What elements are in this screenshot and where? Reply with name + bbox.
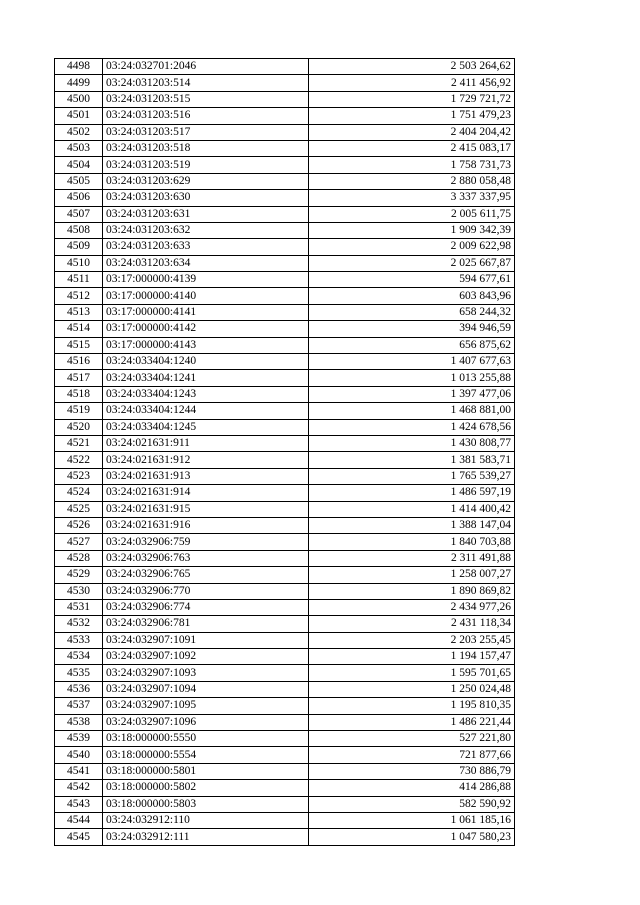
cadastral-value-cell: 2 009 622,98 [309, 239, 515, 255]
cadastral-value-cell: 658 244,32 [309, 304, 515, 320]
cadastral-number-cell: 03:17:000000:4141 [103, 304, 309, 320]
cadastral-value-cell: 1 486 221,44 [309, 714, 515, 730]
cadastral-number-cell: 03:24:031203:517 [103, 124, 309, 140]
table-row [55, 501, 515, 517]
cadastral-number-cell: 03:24:021631:914 [103, 485, 309, 501]
cadastral-number-cell: 03:24:032701:2046 [103, 59, 309, 75]
cadastral-value-cell: 1 013 255,88 [309, 370, 515, 386]
table-row [55, 419, 515, 435]
table-row [55, 632, 515, 648]
table-row [55, 435, 515, 451]
table-row [55, 599, 515, 615]
cadastral-value-cell: 2 411 456,92 [309, 75, 515, 91]
cadastral-number-cell: 03:24:032912:110 [103, 812, 309, 828]
row-number-cell: 4545 [55, 829, 103, 845]
cadastral-value-cell: 2 434 977,26 [309, 599, 515, 615]
table-body [55, 59, 515, 846]
table-row [55, 190, 515, 206]
row-number-cell: 4510 [55, 255, 103, 271]
cadastral-value-cell: 1 061 185,16 [309, 812, 515, 828]
cadastral-number-cell: 03:24:021631:912 [103, 452, 309, 468]
cadastral-number-cell: 03:24:032907:1092 [103, 649, 309, 665]
cadastral-number-cell: 03:18:000000:5803 [103, 796, 309, 812]
cadastral-number-cell: 03:24:032906:770 [103, 583, 309, 599]
cadastral-value-cell: 594 677,61 [309, 272, 515, 288]
table-row [55, 272, 515, 288]
cadastral-value-cell: 2 431 118,34 [309, 616, 515, 632]
row-number-cell: 4515 [55, 337, 103, 353]
cadastral-number-cell: 03:17:000000:4143 [103, 337, 309, 353]
table-row [55, 763, 515, 779]
row-number-cell: 4544 [55, 812, 103, 828]
row-number-cell: 4532 [55, 616, 103, 632]
cadastral-value-cell: 1 258 007,27 [309, 567, 515, 583]
cadastral-number-cell: 03:17:000000:4140 [103, 288, 309, 304]
cadastral-number-cell: 03:24:032906:765 [103, 567, 309, 583]
cadastral-value-cell: 1 468 881,00 [309, 403, 515, 419]
row-number-cell: 4505 [55, 173, 103, 189]
table-row [55, 288, 515, 304]
cadastral-number-cell: 03:24:021631:916 [103, 517, 309, 533]
row-number-cell: 4539 [55, 731, 103, 747]
cadastral-number-cell: 03:24:021631:911 [103, 435, 309, 451]
row-number-cell: 4507 [55, 206, 103, 222]
cadastral-number-cell: 03:18:000000:5554 [103, 747, 309, 763]
cadastral-value-table [54, 58, 515, 846]
cadastral-number-cell: 03:24:033404:1240 [103, 354, 309, 370]
row-number-cell: 4499 [55, 75, 103, 91]
cadastral-value-cell: 1 765 539,27 [309, 468, 515, 484]
cadastral-number-cell: 03:24:031203:633 [103, 239, 309, 255]
row-number-cell: 4502 [55, 124, 103, 140]
table-row [55, 157, 515, 173]
table-row [55, 59, 515, 75]
row-number-cell: 4531 [55, 599, 103, 615]
table-row [55, 108, 515, 124]
row-number-cell: 4535 [55, 665, 103, 681]
table-row [55, 681, 515, 697]
table-row [55, 534, 515, 550]
table-row [55, 255, 515, 271]
cadastral-value-cell: 1 414 400,42 [309, 501, 515, 517]
cadastral-value-cell: 582 590,92 [309, 796, 515, 812]
table-row [55, 173, 515, 189]
row-number-cell: 4516 [55, 354, 103, 370]
cadastral-number-cell: 03:24:031203:631 [103, 206, 309, 222]
cadastral-number-cell: 03:24:032907:1094 [103, 681, 309, 697]
table-row [55, 239, 515, 255]
cadastral-value-cell: 1 424 678,56 [309, 419, 515, 435]
row-number-cell: 4530 [55, 583, 103, 599]
cadastral-value-cell: 1 486 597,19 [309, 485, 515, 501]
cadastral-number-cell: 03:24:021631:913 [103, 468, 309, 484]
cadastral-value-cell: 1 047 580,23 [309, 829, 515, 845]
cadastral-value-cell: 1 397 477,06 [309, 386, 515, 402]
row-number-cell: 4504 [55, 157, 103, 173]
table-row [55, 452, 515, 468]
table-row [55, 124, 515, 140]
cadastral-value-cell: 1 758 731,73 [309, 157, 515, 173]
cadastral-value-cell: 414 286,88 [309, 780, 515, 796]
table-row [55, 354, 515, 370]
row-number-cell: 4527 [55, 534, 103, 550]
row-number-cell: 4536 [55, 681, 103, 697]
table-row [55, 386, 515, 402]
table-row [55, 517, 515, 533]
table-row [55, 796, 515, 812]
cadastral-value-cell: 1 388 147,04 [309, 517, 515, 533]
row-number-cell: 4500 [55, 91, 103, 107]
table-row [55, 468, 515, 484]
cadastral-value-cell: 1 890 869,82 [309, 583, 515, 599]
cadastral-value-cell: 603 843,96 [309, 288, 515, 304]
cadastral-number-cell: 03:24:032906:781 [103, 616, 309, 632]
cadastral-value-cell: 2 311 491,88 [309, 550, 515, 566]
cadastral-number-cell: 03:24:032906:763 [103, 550, 309, 566]
row-number-cell: 4520 [55, 419, 103, 435]
table-row [55, 665, 515, 681]
cadastral-value-cell: 2 404 204,42 [309, 124, 515, 140]
cadastral-value-cell: 1 381 583,71 [309, 452, 515, 468]
table-row [55, 337, 515, 353]
cadastral-number-cell: 03:24:031203:630 [103, 190, 309, 206]
cadastral-value-cell: 656 875,62 [309, 337, 515, 353]
row-number-cell: 4506 [55, 190, 103, 206]
row-number-cell: 4514 [55, 321, 103, 337]
cadastral-number-cell: 03:24:033404:1244 [103, 403, 309, 419]
cadastral-number-cell: 03:18:000000:5802 [103, 780, 309, 796]
row-number-cell: 4513 [55, 304, 103, 320]
cadastral-number-cell: 03:18:000000:5801 [103, 763, 309, 779]
cadastral-value-cell: 1 195 810,35 [309, 698, 515, 714]
table-row [55, 616, 515, 632]
row-number-cell: 4533 [55, 632, 103, 648]
cadastral-value-cell: 394 946,59 [309, 321, 515, 337]
row-number-cell: 4519 [55, 403, 103, 419]
cadastral-value-cell: 3 337 337,95 [309, 190, 515, 206]
cadastral-number-cell: 03:17:000000:4142 [103, 321, 309, 337]
cadastral-number-cell: 03:24:032912:111 [103, 829, 309, 845]
table-row [55, 370, 515, 386]
row-number-cell: 4537 [55, 698, 103, 714]
cadastral-number-cell: 03:17:000000:4139 [103, 272, 309, 288]
cadastral-value-cell: 1 909 342,39 [309, 222, 515, 238]
row-number-cell: 4512 [55, 288, 103, 304]
table-row [55, 91, 515, 107]
row-number-cell: 4522 [55, 452, 103, 468]
cadastral-number-cell: 03:24:031203:516 [103, 108, 309, 124]
table-row [55, 321, 515, 337]
row-number-cell: 4509 [55, 239, 103, 255]
cadastral-value-cell: 2 005 611,75 [309, 206, 515, 222]
cadastral-number-cell: 03:24:031203:518 [103, 140, 309, 156]
cadastral-value-cell: 1 407 677,63 [309, 354, 515, 370]
table-row [55, 140, 515, 156]
row-number-cell: 4511 [55, 272, 103, 288]
table-row [55, 812, 515, 828]
cadastral-number-cell: 03:24:031203:634 [103, 255, 309, 271]
cadastral-number-cell: 03:24:032907:1096 [103, 714, 309, 730]
cadastral-number-cell: 03:24:032907:1091 [103, 632, 309, 648]
row-number-cell: 4528 [55, 550, 103, 566]
row-number-cell: 4517 [55, 370, 103, 386]
cadastral-number-cell: 03:24:033404:1243 [103, 386, 309, 402]
row-number-cell: 4508 [55, 222, 103, 238]
row-number-cell: 4521 [55, 435, 103, 451]
row-number-cell: 4518 [55, 386, 103, 402]
cadastral-number-cell: 03:24:031203:629 [103, 173, 309, 189]
row-number-cell: 4538 [55, 714, 103, 730]
table-row [55, 829, 515, 845]
cadastral-number-cell: 03:24:031203:514 [103, 75, 309, 91]
cadastral-value-cell: 527 221,80 [309, 731, 515, 747]
table-row [55, 222, 515, 238]
cadastral-number-cell: 03:24:031203:632 [103, 222, 309, 238]
cadastral-value-cell: 1 430 808,77 [309, 435, 515, 451]
row-number-cell: 4498 [55, 59, 103, 75]
row-number-cell: 4525 [55, 501, 103, 517]
row-number-cell: 4523 [55, 468, 103, 484]
row-number-cell: 4526 [55, 517, 103, 533]
table-row [55, 780, 515, 796]
table-row [55, 485, 515, 501]
cadastral-value-cell: 2 025 667,87 [309, 255, 515, 271]
table-row [55, 550, 515, 566]
table-row [55, 75, 515, 91]
cadastral-number-cell: 03:18:000000:5550 [103, 731, 309, 747]
cadastral-value-cell: 1 194 157,47 [309, 649, 515, 665]
cadastral-number-cell: 03:24:031203:515 [103, 91, 309, 107]
row-number-cell: 4541 [55, 763, 103, 779]
row-number-cell: 4501 [55, 108, 103, 124]
cadastral-value-cell: 1 250 024,48 [309, 681, 515, 697]
table-row [55, 714, 515, 730]
table-row [55, 747, 515, 763]
cadastral-number-cell: 03:24:021631:915 [103, 501, 309, 517]
cadastral-value-cell: 721 877,66 [309, 747, 515, 763]
cadastral-value-cell: 730 886,79 [309, 763, 515, 779]
cadastral-number-cell: 03:24:032906:759 [103, 534, 309, 550]
row-number-cell: 4503 [55, 140, 103, 156]
cadastral-value-cell: 1 751 479,23 [309, 108, 515, 124]
cadastral-value-cell: 2 880 058,48 [309, 173, 515, 189]
cadastral-number-cell: 03:24:032907:1095 [103, 698, 309, 714]
cadastral-number-cell: 03:24:032906:774 [103, 599, 309, 615]
row-number-cell: 4542 [55, 780, 103, 796]
cadastral-value-cell: 2 503 264,62 [309, 59, 515, 75]
table-row [55, 731, 515, 747]
cadastral-value-cell: 1 729 721,72 [309, 91, 515, 107]
cadastral-number-cell: 03:24:033404:1241 [103, 370, 309, 386]
row-number-cell: 4534 [55, 649, 103, 665]
table-row [55, 583, 515, 599]
cadastral-value-cell: 1 595 701,65 [309, 665, 515, 681]
table-row [55, 304, 515, 320]
cadastral-value-cell: 1 840 703,88 [309, 534, 515, 550]
table-row [55, 403, 515, 419]
table-row [55, 567, 515, 583]
cadastral-number-cell: 03:24:033404:1245 [103, 419, 309, 435]
cadastral-value-cell: 2 203 255,45 [309, 632, 515, 648]
table-row [55, 649, 515, 665]
cadastral-number-cell: 03:24:031203:519 [103, 157, 309, 173]
row-number-cell: 4524 [55, 485, 103, 501]
cadastral-value-cell: 2 415 083,17 [309, 140, 515, 156]
row-number-cell: 4543 [55, 796, 103, 812]
table-row [55, 206, 515, 222]
row-number-cell: 4540 [55, 747, 103, 763]
row-number-cell: 4529 [55, 567, 103, 583]
table-row [55, 698, 515, 714]
cadastral-number-cell: 03:24:032907:1093 [103, 665, 309, 681]
